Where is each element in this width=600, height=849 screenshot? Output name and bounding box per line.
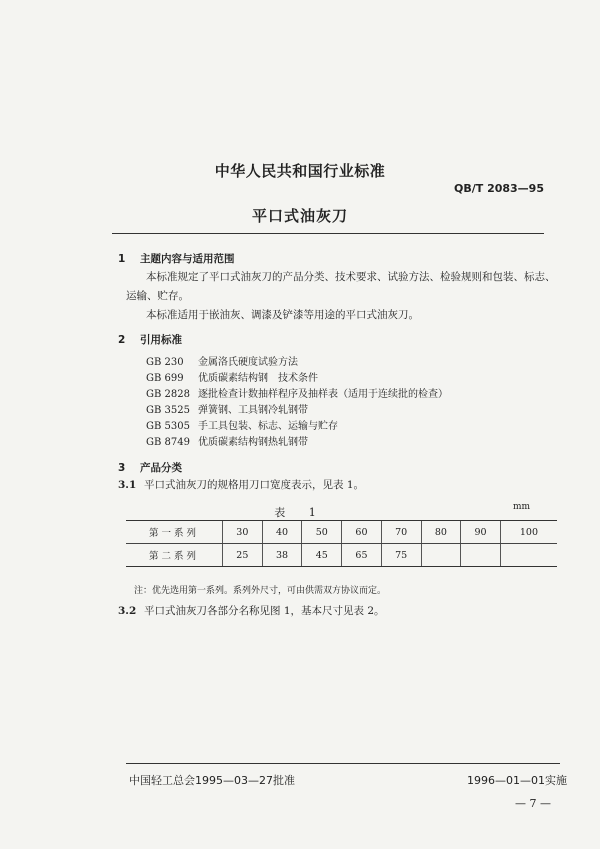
section-3-title: 产品分类 bbox=[140, 462, 182, 474]
subsection-3-1-text: 平口式油灰刀的规格用刀口宽度表示，见表 1。 bbox=[144, 479, 365, 491]
section-1-heading bbox=[118, 251, 235, 266]
section-1-para1-line2: 运输、贮存。 bbox=[126, 290, 189, 302]
section-1-number: 1 bbox=[118, 253, 126, 265]
approval-date: 中国轻工总会1995—03—27批准 bbox=[129, 774, 295, 787]
reference-title: 优质碳素结构钢热轧钢带 bbox=[198, 437, 308, 448]
table-cell bbox=[500, 544, 557, 567]
reference-code: GB 2828 bbox=[146, 389, 190, 400]
section-1-title: 主题内容与适用范围 bbox=[140, 253, 235, 265]
reference-title: 金属洛氏硬度试验方法 bbox=[198, 357, 298, 368]
section-3-heading bbox=[118, 460, 182, 475]
reference-title: 手工具包装、标志、运输与贮存 bbox=[198, 421, 338, 432]
reference-item bbox=[146, 353, 298, 368]
table-note: 注：优先选用第一系列。系列外尺寸，可由供需双方协议而定。 bbox=[134, 586, 387, 596]
table-cell: 30 bbox=[223, 521, 263, 544]
table-row bbox=[126, 544, 557, 567]
reference-code: GB 8749 bbox=[146, 437, 190, 448]
table-cell: 65 bbox=[342, 544, 382, 567]
page-number: — 7 — bbox=[515, 797, 551, 810]
section-1-para2: 本标准适用于嵌油灰、调漆及铲漆等用途的平口式油灰刀。 bbox=[146, 309, 419, 321]
reference-code: GB 230 bbox=[146, 357, 184, 368]
footer-rule bbox=[126, 763, 560, 764]
reference-item bbox=[146, 369, 318, 384]
section-1-para1-line1: 本标准规定了平口式油灰刀的产品分类、技术要求、试验方法、检验规则和包装、标志、 bbox=[146, 271, 556, 283]
table-cell: 60 bbox=[342, 521, 382, 544]
reference-title: 优质碳素结构钢 技术条件 bbox=[198, 373, 318, 384]
subsection-3-2-text: 平口式油灰刀各部分名称见图 1，基本尺寸见表 2。 bbox=[144, 605, 385, 617]
table-row bbox=[126, 521, 557, 544]
table-cell: 50 bbox=[302, 521, 342, 544]
implementation-date: 1996—01—01实施 bbox=[467, 774, 567, 787]
document-title: 平口式油灰刀 bbox=[251, 207, 348, 225]
reference-item bbox=[146, 385, 448, 400]
industry-standard-heading: 中华人民共和国行业标准 bbox=[214, 162, 386, 180]
section-2-number: 2 bbox=[118, 334, 126, 346]
reference-item bbox=[146, 417, 338, 432]
subsection-3-2 bbox=[118, 601, 385, 622]
section-3-number: 3 bbox=[118, 462, 126, 474]
subsection-3-1 bbox=[118, 475, 364, 496]
subsection-3-1-number: 3.1 bbox=[118, 479, 137, 491]
table-cell: 80 bbox=[421, 521, 461, 544]
reference-code: GB 3525 bbox=[146, 405, 190, 416]
reference-item bbox=[146, 401, 308, 416]
table-cell: 25 bbox=[223, 544, 263, 567]
table-unit: mm bbox=[513, 502, 531, 512]
table-cell: 45 bbox=[302, 544, 342, 567]
reference-code: GB 5305 bbox=[146, 421, 190, 432]
table-cell bbox=[421, 544, 461, 567]
reference-title: 逐批检查计数抽样程序及抽样表（适用于连续批的检查） bbox=[198, 389, 448, 400]
table-cell: 90 bbox=[461, 521, 501, 544]
title-rule bbox=[112, 233, 544, 234]
table-cell: 70 bbox=[381, 521, 421, 544]
standard-code: QB/T 2083—95 bbox=[453, 182, 544, 195]
row-label: 第二系列 bbox=[126, 544, 223, 567]
table-cell bbox=[461, 544, 501, 567]
section-2-heading bbox=[118, 332, 182, 347]
section-2-title: 引用标准 bbox=[140, 334, 182, 346]
size-table bbox=[126, 520, 557, 567]
table-cell: 75 bbox=[381, 544, 421, 567]
table-cell: 100 bbox=[500, 521, 557, 544]
reference-title: 弹簧钢、工具钢冷轧钢带 bbox=[198, 405, 308, 416]
table-cell: 40 bbox=[262, 521, 302, 544]
row-label: 第一系列 bbox=[126, 521, 223, 544]
reference-code: GB 699 bbox=[146, 373, 184, 384]
table-caption: 表 1 bbox=[274, 506, 326, 519]
reference-item bbox=[146, 433, 308, 448]
table-cell: 38 bbox=[262, 544, 302, 567]
subsection-3-2-number: 3.2 bbox=[118, 605, 137, 617]
